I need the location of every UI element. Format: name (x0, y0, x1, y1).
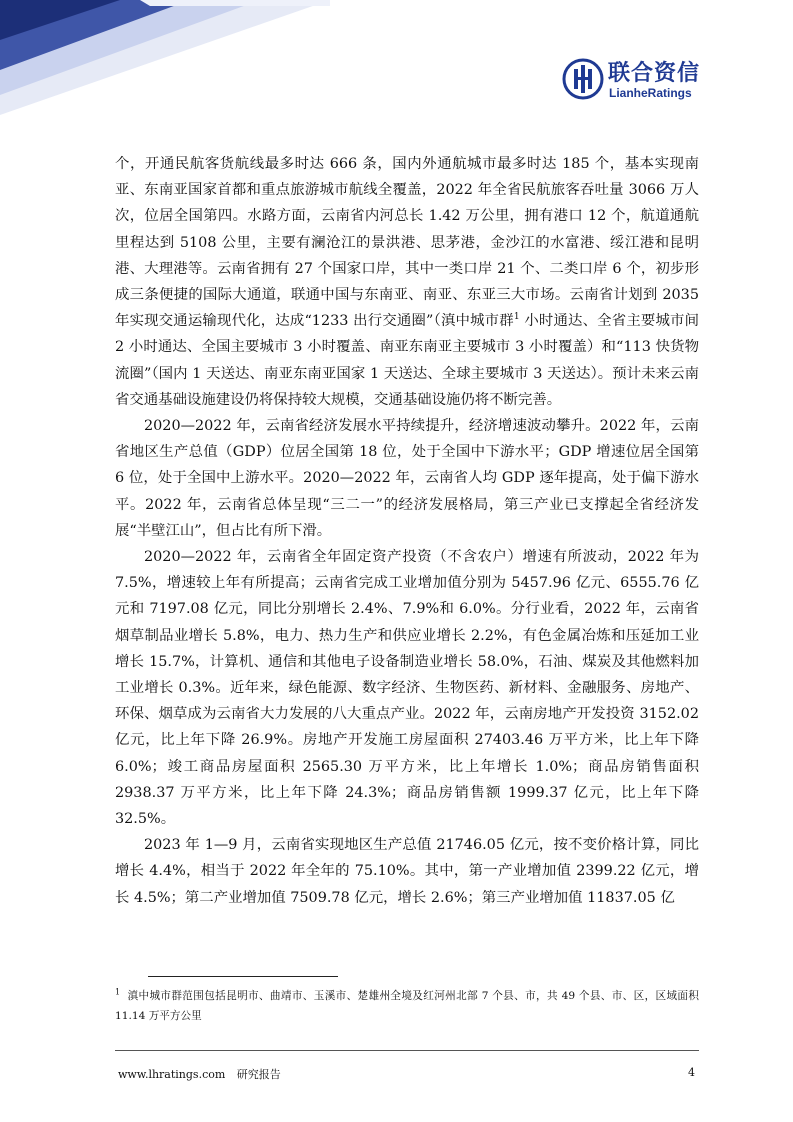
company-logo (562, 56, 712, 108)
page-number: 4 (688, 1066, 695, 1079)
paragraph-investment: 2020—2022 年，云南省全年固定资产投资（不含农户）增速有所波动，2022 年为 7.5%，增速较上年有所提高；云南省完成工业增加值分别为 5457.96 亿元、6555.76 亿元和 7197.08 亿元，同比分别增长 2.4%、7.9%和 6.0%。分行业看，2022 年，云南省烟草制品业增长 5.8%，电力、热力生产和供应业增长 2.2%，有色金属冶炼和压延加工业增长 15.7%，计算机、通信和其他电子设备制造业增长 58.0%，石油、煤炭及其他燃料加工业增长 0.3%。近年来，绿色能源、数字经济、生物医药、新材料、金融服务、房地产、环保、烟草成为云南省大力发展的八大重点产业。2022 年，云南房地产开发投资 3152.02 亿元，比上年下降 26.9%。房地产开发施工房屋面积 27403.46 万平方米，比上年下降 6.0%；竣工商品房屋面积 2565.30 万平方米，比上年增长 1.0%；商品房销售面积 2938.37 万平方米，比上年下降 24.3%；商品房销售额 1999.37 亿元，比上年下降 32.5%。 (115, 549, 699, 828)
logo-chinese-name: 联合资信 (608, 61, 701, 86)
paragraph-text-continued: 小时通达、全省主要城市间 2 小时通达、全国主要城市 3 小时覆盖、南亚东南亚主要城市 3 小时覆盖）和“113 快货物流圈”（国内 1 天送达、南亚东南亚国家 1 天送达、全球主要城市 3 天送达）。预计未来云南省交通基础设施建设仍将保持较大规模，交通基础设施仍将不断完善。 (115, 313, 700, 408)
paragraph-economy: 2020—2022 年，云南省经济发展水平持续提升，经济增速波动攀升。2022 年，云南省地区生产总值（GDP）位居全国第 18 位，处于全国中下游水平；GDP 增速位居全国第 6 位，处于全国中上游水平。2020—2022 年，云南省人均 GDP 逐年提高，处于偏下游水平。2022 年，云南省总体呈现“三二一”的经济发展格局，第三产业已支撑起全省经济发展“半壁江山”，但占比有所下滑。 (115, 418, 699, 539)
report-body (115, 151, 699, 911)
paragraph-transport (115, 151, 699, 413)
footer-website-link[interactable]: www.lhratings.com (118, 1068, 226, 1081)
footer (118, 1066, 281, 1082)
logo-mark-icon (562, 58, 604, 100)
footnote-text: 滇中城市群范围包括昆明市、曲靖市、玉溪市、楚雄州全境及红河州北部 7 个县、市，共 49 个县、市、区，区域面积 11.14 万平方公里 (115, 990, 699, 1022)
footer-divider (115, 1050, 699, 1051)
footnote-reference[interactable]: 1 (513, 312, 520, 323)
footnote-divider (148, 976, 338, 977)
footnote (115, 986, 699, 1026)
logo-english-name: LianheRatings (609, 86, 692, 100)
paragraph-text: 个，开通民航客货航线最多时达 666 条，国内外通航城市最多时达 185 个，基本实现南亚、东南亚国家首都和重点旅游城市航线全覆盖，2022 年全省民航旅客吞吐量 3066 万人次，位居全国第四。水路方面，云南省内河总长 1.42 万公里，拥有港口 12 个，航道通航里程达到 5108 公里，主要有澜沧江的景洪港、思茅港，金沙江的水富港、绥江港和昆明港、大理港等。云南省拥有 27 个国家口岸，其中一类口岸 21 个、二类口岸 6 个，初步形成三条便捷的国际大通道，联通中国与东南亚、南亚、东亚三大市场。云南省计划到 2035 年实现交通运输现代化，达成“1233 出行交通圈”（滇中城市群 (115, 156, 699, 330)
footer-report-type: 研究报告 (236, 1068, 281, 1081)
footnote-marker: 1 (115, 987, 121, 997)
header-corner-decoration (0, 0, 330, 120)
paragraph-2023: 2023 年 1—9 月，云南省实现地区生产总值 21746.05 亿元，按不变价格计算，同比增长 4.4%，相当于 2022 年全年的 75.10%。其中，第一产业增加值 2399.22 亿元，增长 4.5%；第二产业增加值 7509.78 亿元，增长 2.6%；第三产业增加值 11837.05 亿 (115, 837, 699, 906)
